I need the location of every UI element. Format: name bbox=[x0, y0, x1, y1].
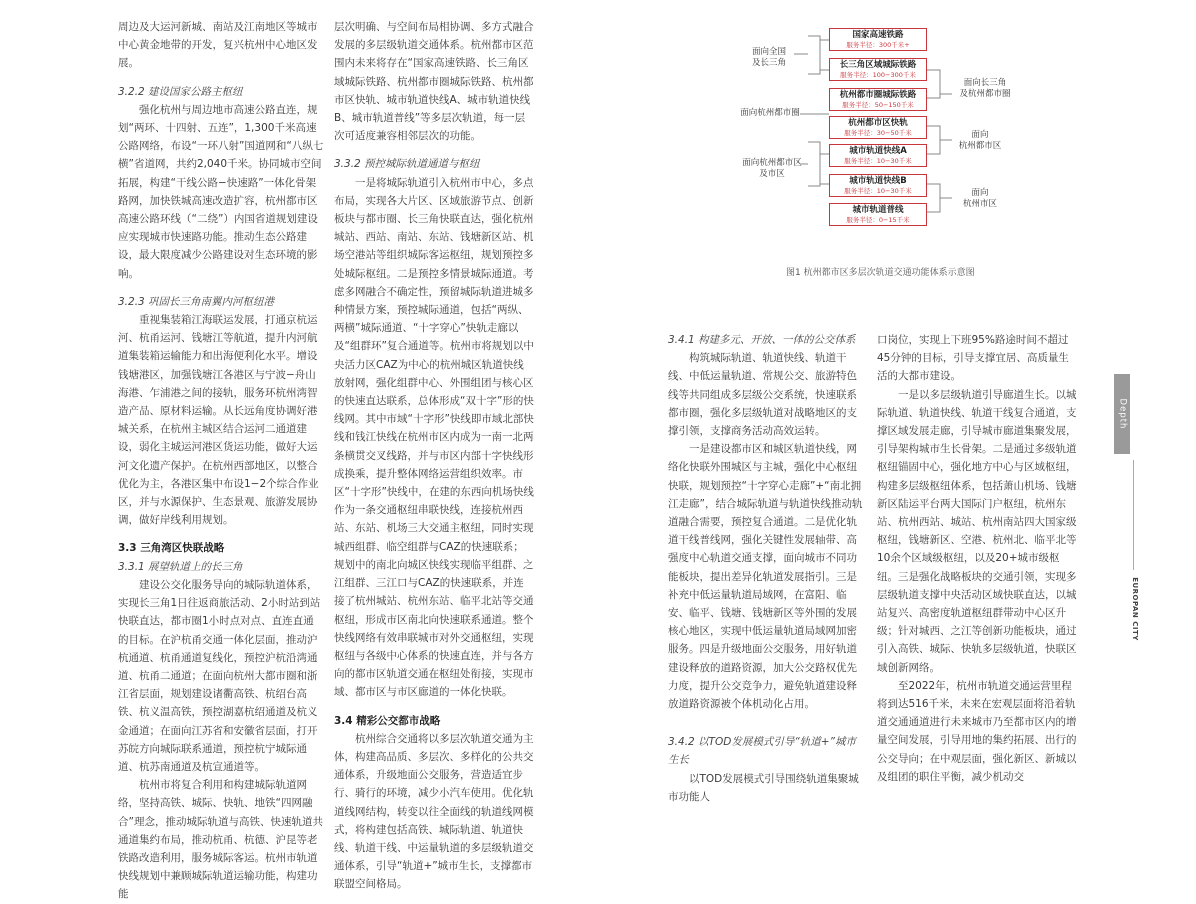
paragraph: 杭州市将复合利用和构建城际轨道网络，坚持高铁、城际、快轨、地铁“四网融合”理念，推动城际轨道与高铁、快速轨道共通道集约布局，推动杭甬、杭德、沪昆等老铁路改造利用，服务城际客运。杭州市轨道快线规划中兼顾城际轨道运输功能，构建功能 bbox=[118, 779, 323, 901]
section-heading-3-3-2: 3.3.2 预控城际轨道通道与枢纽 bbox=[334, 158, 480, 171]
text-column-2 bbox=[334, 18, 534, 894]
section-tab-label: Depth bbox=[1117, 398, 1128, 430]
section-heading-3-4-2: 3.4.2 以TOD发展模式引导“轨道+”城市生长 bbox=[668, 736, 856, 767]
rail-level-radius: 服务半径：30−50千米 bbox=[844, 129, 912, 137]
paragraph: 周边及大运河新城、南站及江南地区等城市中心黄金地带的开发，复兴杭州中心地区发展。 bbox=[118, 21, 318, 70]
paragraph: 重视集装箱江海联运发展，打通京杭运河、杭甬运河、钱塘江等航道，提升内河航道集装箱运输能力和出海便利化水平。增设钱塘港区，加强钱塘江各港区与宁波−舟山海港、乍浦港之间的接轨，服务环杭州湾智造产品、原材料运输。从长远角度协调好港城关系，在杭州主城区结合运河二通道建设，弱化主城运河港区货运功能，做好大运河文化遗产保护。在杭州西部地区，以整合优化为主，各港区集中布设1−2个综合作业区，并与水源保护、生态景观、旅游发展协调，做好岸线利用规划。 bbox=[118, 314, 319, 527]
rail-level-radius: 服务半径：50−150千米 bbox=[842, 101, 914, 109]
section-heading-3-2-2: 3.2.2 建设国家公路主枢纽 bbox=[118, 85, 243, 98]
section-tab bbox=[1114, 374, 1130, 454]
rail-level-radius: 服务半径：0−15千米 bbox=[846, 216, 910, 224]
rail-level-radius: 服务半径：10−30千米 bbox=[844, 157, 912, 165]
rail-level-box bbox=[829, 203, 927, 226]
rail-level-box bbox=[829, 58, 927, 81]
figure-caption: 图1 杭州都市区多层次轨道交通功能体系示意图 bbox=[786, 268, 975, 278]
rail-level-title: 城市轨道快线B bbox=[849, 176, 907, 186]
paragraph: 口岗位，实现上下班95%路途时间不超过45分钟的目标，引导支撑宜居、高质量生活的大都市建设。 bbox=[877, 334, 1069, 383]
rail-level-title: 城市轨道普线 bbox=[852, 205, 904, 215]
paragraph: 构筑城际轨道、轨道快线、轨道干线、中低运量轨道、常规公交、旅游特色线等共同组成多层级公交系统，快速联系都市圈，强化多层级轨道对战略地区的支撑引领，支撑商务活动高效运转。 bbox=[668, 352, 857, 438]
rail-system-diagram bbox=[740, 22, 1060, 244]
scope-label-metro-circle: 面向杭州都市圈 bbox=[740, 108, 800, 118]
paragraph: 建设公交化服务导向的城际轨道体系，实现长三角1日往返商旅活动、2小时站到站快联直达，都市圈1小时点对点、直连直通的目标。在沪杭甬交通一体化层面，推动沪杭通道、杭甬通道复线化，预控沪杭沿湾通道、杭甬二通道；在面向杭州大都市圈和浙江省层面，规划建设诸衢高铁、杭绍台高铁、杭义温高铁，预控湖嘉杭绍通道及杭义金通道；在面向江苏省和安徽省层面，打开苏皖方向城际联系通道，预控杭宁城际通道、杭苏南通道及杭宣通道等。 bbox=[118, 578, 321, 773]
text-column-3 bbox=[668, 331, 864, 806]
paragraph: 层次明确、与空间布局相协调、多方式融合发展的多层级轨道交通体系。杭州都市区范围内未来将存在“国家高速铁路、长三角区域城际铁路、杭州都市圈城际铁路、杭州都市区快轨、城市轨道快线A、城市轨道快线B、城市轨道普线”等多层次轨道，每一层次可适度兼容相邻层次的功能。 bbox=[334, 21, 534, 143]
section-heading-3-4-1: 3.4.1 构建多元、开放、一体的公交体系 bbox=[668, 334, 856, 346]
rail-level-title: 城市轨道快线A bbox=[849, 146, 907, 156]
side-divider bbox=[1133, 460, 1134, 570]
paragraph: 至2022年，杭州市轨道交通运营里程将到达516千米，未来在宏观层面将沿着轨道交通通道进行未来城市乃至都市区内的增量空间发展，引导用地的集约拓展、出行的公交导向；在中观层面，强化新区、新城以及组团的职住平衡，减少机动交 bbox=[877, 679, 1077, 783]
rail-level-radius: 服务半径：10−30千米 bbox=[844, 187, 912, 195]
rail-level-title: 杭州都市圈城际铁路 bbox=[839, 90, 917, 100]
section-heading-3-3: 3.3 三角湾区快联战略 bbox=[118, 542, 225, 555]
rail-level-box bbox=[829, 88, 927, 111]
section-heading-3-4: 3.4 精彩公交都市战略 bbox=[334, 714, 441, 727]
text-column-4 bbox=[877, 331, 1079, 786]
rail-level-box bbox=[829, 174, 927, 197]
magazine-name-label: EUROPAN CITY bbox=[1131, 577, 1139, 641]
scope-label-yrd: 面向长三角 及杭州都市圈 bbox=[959, 78, 1011, 99]
scope-label-national: 面向全国 及长三角 bbox=[751, 47, 786, 68]
rail-level-box bbox=[829, 116, 927, 139]
text-column-1 bbox=[118, 18, 324, 904]
magazine-name bbox=[1130, 574, 1140, 644]
paragraph: 杭州综合交通将以多层次轨道交通为主体，构建高品质、多层次、多样化的公共交通体系，升级地面公交服务，营造适宜步行、骑行的环境，减少小汽车使用。优化轨道线网结构，转变以往全面线的轨道线网模式，将构建包括高铁、城际轨道、轨道快线、轨道干线、中运量轨道的多层级轨道交通体系，引导“轨道+”城市生长，支撑都市联盟空间格局。 bbox=[334, 732, 534, 891]
section-heading-3-3-1: 3.3.1 展望轨道上的长三角 bbox=[118, 560, 243, 573]
paragraph: 一是建设都市区和城区轨道快线，网络化快联外围城区与主城，强化中心枢纽快联，规划预控“十字穿心走廊”+“南北拥江走廊”，结合城际轨道与轨道快线推动轨道融合需要，预控复合通道。二是优化轨道干线普线网，强化关键性发展轴带、高强度中心轨道交通支撑，面向城市不同功能板块，提出差异化轨道发展指引。三是补充中低运量轨道局域网，在富阳、临安、临平、钱塘、钱塘新区等外围的发展核心地区，实现中低运量轨道局域网加密服务。四是升级地面公交服务，用好轨道建设释放的道路资源，加大公交路权优先力度，提升公交竞争力，避免轨道建设释放道路资源被个体机动化占用。 bbox=[668, 443, 863, 711]
rail-level-title: 长三角区域城际铁路 bbox=[839, 60, 917, 70]
paragraph: 一是以多层级轨道引导廊道生长。以城际轨道、轨道快线、轨道干线复合通道，支撑区域发展走廊，引导城市廊道集聚发展，引导架构城市生长骨架。二是通过多级轨道枢纽锚固中心，强化地方中心与区域枢纽，构建多层级枢纽体系，包括萧山机场、钱塘新区陆运平台两大国际门户枢纽，杭州东站、杭州西站、城站、杭州南站四大国家级枢纽，钱塘新区、空港、杭州北、临平北等10余个区域级枢纽，以及20+城市级枢纽。三是强化战略板块的交通引领，实现多层级轨道支撑中央活动区域快联直达，以城站复兴、高密度轨道枢纽群带动中心区升级；针对城西、之江等创新功能板块，通过引入高铁、城际、快轨多层级轨道，快联区域创新网络。 bbox=[877, 388, 1077, 674]
scope-label-hz-city: 面向 杭州市区 bbox=[962, 188, 997, 209]
paragraph: 强化杭州与周边地市高速公路直连，规划“两环、十四射、五连”，1,300千米高速公路网络，布设“一环八射”国道网和“八纵七横”省道网，共约2,040千米。协同城市空间拓展，构建“干线公路−快速路”一体化骨架路网，加快铁城高速改造扩容，杭州都市区高速公路环线（“二绕”）内国省道规划建设应实现城市快速路功能。推动生态公路建设，最大限度减少公路建设对生态环境的影响。 bbox=[118, 103, 324, 280]
rail-level-radius: 服务半径：300千米+ bbox=[846, 41, 910, 49]
rail-level-box bbox=[829, 28, 927, 51]
paragraph: 以TOD发展模式引导围绕轨道集聚城市功能人 bbox=[668, 772, 859, 803]
rail-level-box bbox=[829, 144, 927, 167]
scope-label-hz-metro-area: 面向 杭州都市区 bbox=[958, 130, 1002, 151]
rail-level-title: 国家高速铁路 bbox=[852, 30, 904, 40]
rail-level-title: 杭州都市区快轨 bbox=[848, 118, 908, 128]
section-heading-3-2-3: 3.2.3 巩固长三角南翼内河枢纽港 bbox=[118, 295, 275, 308]
rail-level-radius: 服务半径：100−300千米 bbox=[840, 71, 916, 79]
paragraph: 一是将城际轨道引入杭州市中心，多点布局，实现各大片区、区域旅游节点、创新板块与都市圈、长三角快联直达，强化杭州城站、西站、南站、东站、钱塘新区站、机场空港站等组织城际客运枢纽，规划预控多处城际枢纽。二是预控多情景城际通道。考虑多网融合不确定性，预留城际轨道进城多种情景方案，预控城际通道，包括“两纵、两横”城际通道、“十字穿心”快轨走廊以及“组群环”复合通道等。杭州市将规划以中央活力区CAZ为中心的杭州城区轨道快线放射网，强化组群中心、外围组团与核心区的快速直达联系，总体形成“双十字”形的快线网。其中市域“十字形”快线即市域北部快线和钱江快线在杭州市区内成为一南一北两条横贯交叉线路，并与市区内部十字快线形成换乘，提升整体网络运营组织效率。市区“十字形”快线中，在建的东西向机场快线作为一条交通枢纽串联快线，连接杭州西站、东站、机场三大交通主枢纽，同时实现城西组群、临空组群与CAZ的快速联系；规划中的南北向城区快线实现临平组群、之江组群、三江口与CAZ的快速联系，并连接了杭州城站、杭州东站、临平北站等交通枢纽，形成市区南北向快速联系通道。整个快线网络有效串联城市对外交通枢纽，实现枢纽与各级中心体系的快速直连，并与各方向的都市区轨道交通在枢纽处衔接，实现市域、都市区与市区廊道的一体化快联。 bbox=[334, 176, 534, 699]
scope-label-metro-area: 面向杭州都市区 及市区 bbox=[742, 158, 802, 179]
